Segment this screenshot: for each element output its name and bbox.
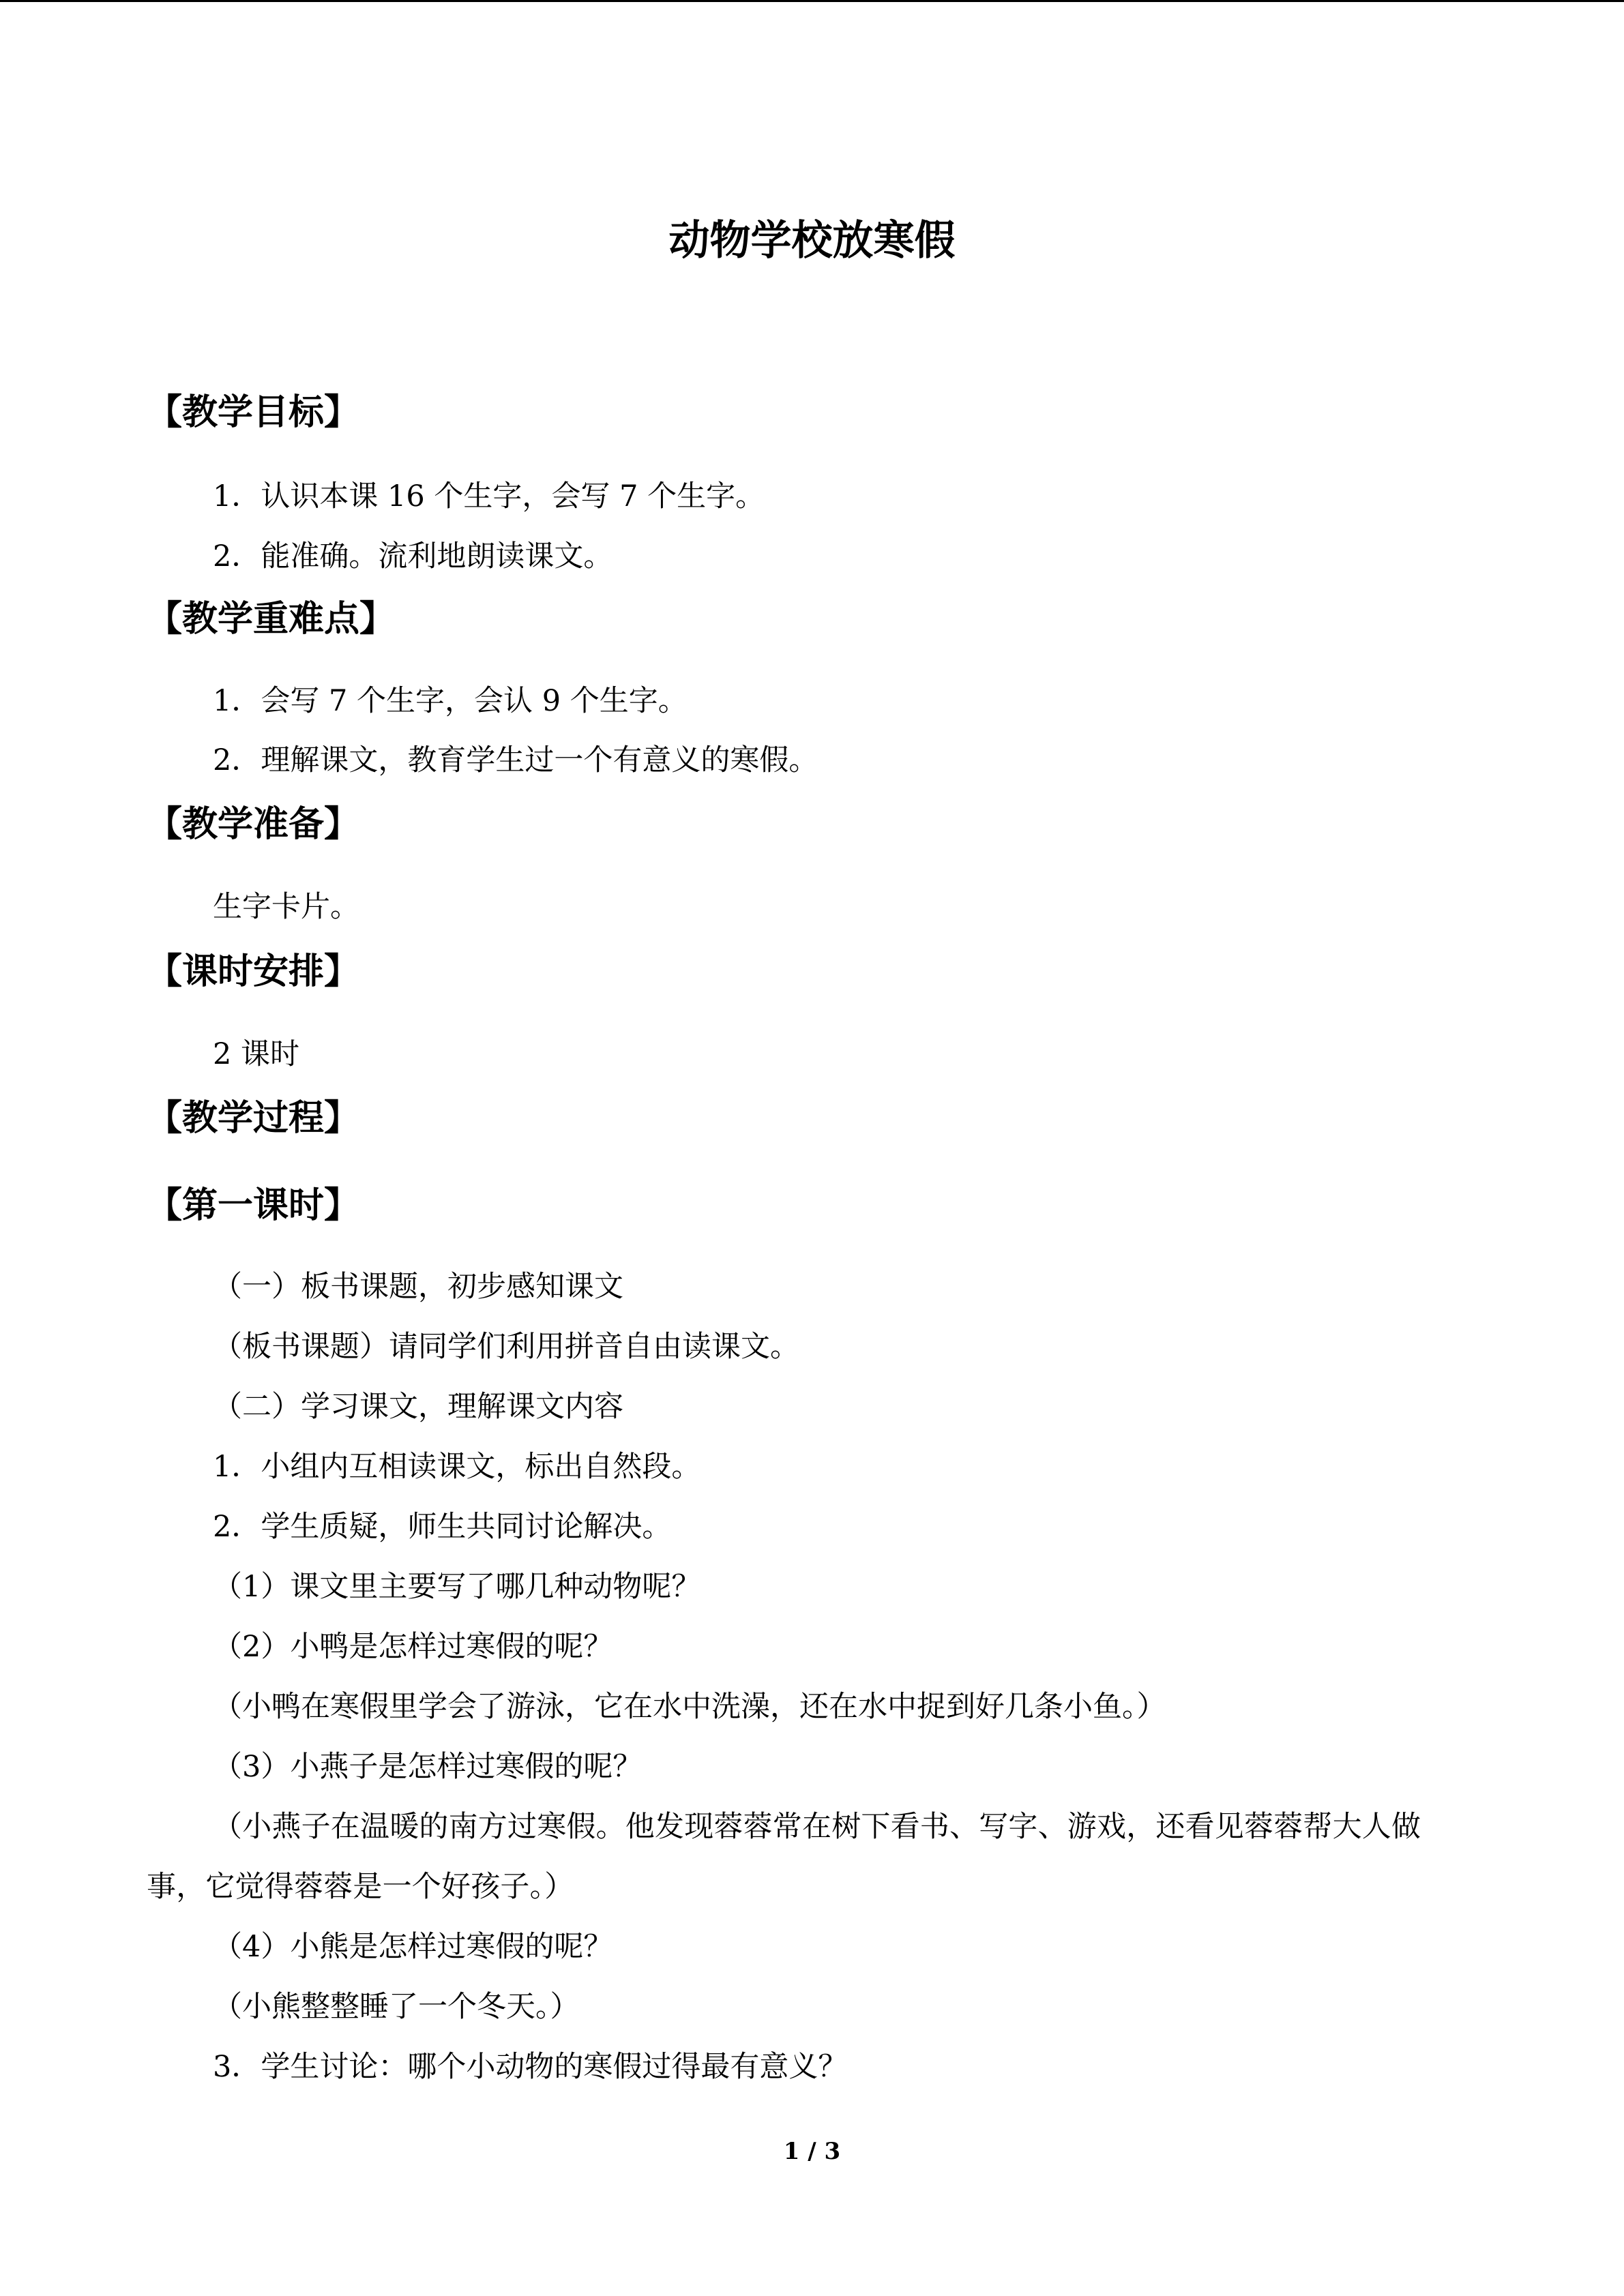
lesson-item-7: （2）小鸭是怎样过寒假的呢？ xyxy=(213,1630,613,1664)
key-point-item-2: 2．理解课文，教育学生过一个有意义的寒假。 xyxy=(213,743,818,777)
lesson-item-2: （板书课题）请同学们利用拼音自由读课文。 xyxy=(213,1330,799,1364)
heading-lesson-one: 【第一课时】 xyxy=(147,1185,360,1226)
objective-item-1: 1．认识本课 16 个生字，会写 7 个生字。 xyxy=(213,479,765,513)
schedule-item-1: 2 课时 xyxy=(213,1037,300,1071)
heading-schedule: 【课时安排】 xyxy=(147,951,360,992)
lesson-item-10: （小燕子在温暖的南方过寒假。他发现蓉蓉常在树下看书、写字、游戏，还看见蓉蓉帮大人做事，它觉得蓉蓉是一个好孩子。） xyxy=(147,1810,1421,1904)
lesson-item-3: （二）学习课文，理解课文内容 xyxy=(213,1390,623,1424)
objective-item-2: 2．能准确。流利地朗读课文。 xyxy=(213,539,613,573)
heading-objectives: 【教学目标】 xyxy=(147,392,360,433)
lesson-item-4: 1．小组内互相读课文，标出自然段。 xyxy=(213,1450,701,1484)
key-point-item-1: 1．会写 7 个生字，会认 9 个生字。 xyxy=(213,684,688,718)
lesson-item-13: 3．学生讨论：哪个小动物的寒假过得最有意义？ xyxy=(213,2050,848,2084)
heading-key-points: 【教学重难点】 xyxy=(147,599,396,640)
heading-preparation: 【教学准备】 xyxy=(147,804,360,845)
lesson-item-6: （1）课文里主要写了哪几种动物呢？ xyxy=(213,1570,701,1604)
lesson-item-9: （3）小燕子是怎样过寒假的呢？ xyxy=(213,1750,643,1784)
page-number: 1 / 3 xyxy=(783,2138,841,2165)
top-border-line xyxy=(0,0,1624,2)
document-title: 动物学校放寒假 xyxy=(668,217,956,265)
lesson-item-11: （4）小熊是怎样过寒假的呢？ xyxy=(213,1930,613,1964)
heading-process: 【教学过程】 xyxy=(147,1098,360,1139)
lesson-item-1: （一）板书课题，初步感知课文 xyxy=(213,1270,623,1304)
lesson-item-8: （小鸭在寒假里学会了游泳，它在水中洗澡，还在水中捉到好几条小鱼。） xyxy=(213,1690,1166,1724)
lesson-item-12: （小熊整整睡了一个冬天。） xyxy=(213,1990,580,2024)
lesson-item-5: 2．学生质疑，师生共同讨论解决。 xyxy=(213,1510,672,1544)
preparation-item-1: 生字卡片。 xyxy=(213,890,359,924)
